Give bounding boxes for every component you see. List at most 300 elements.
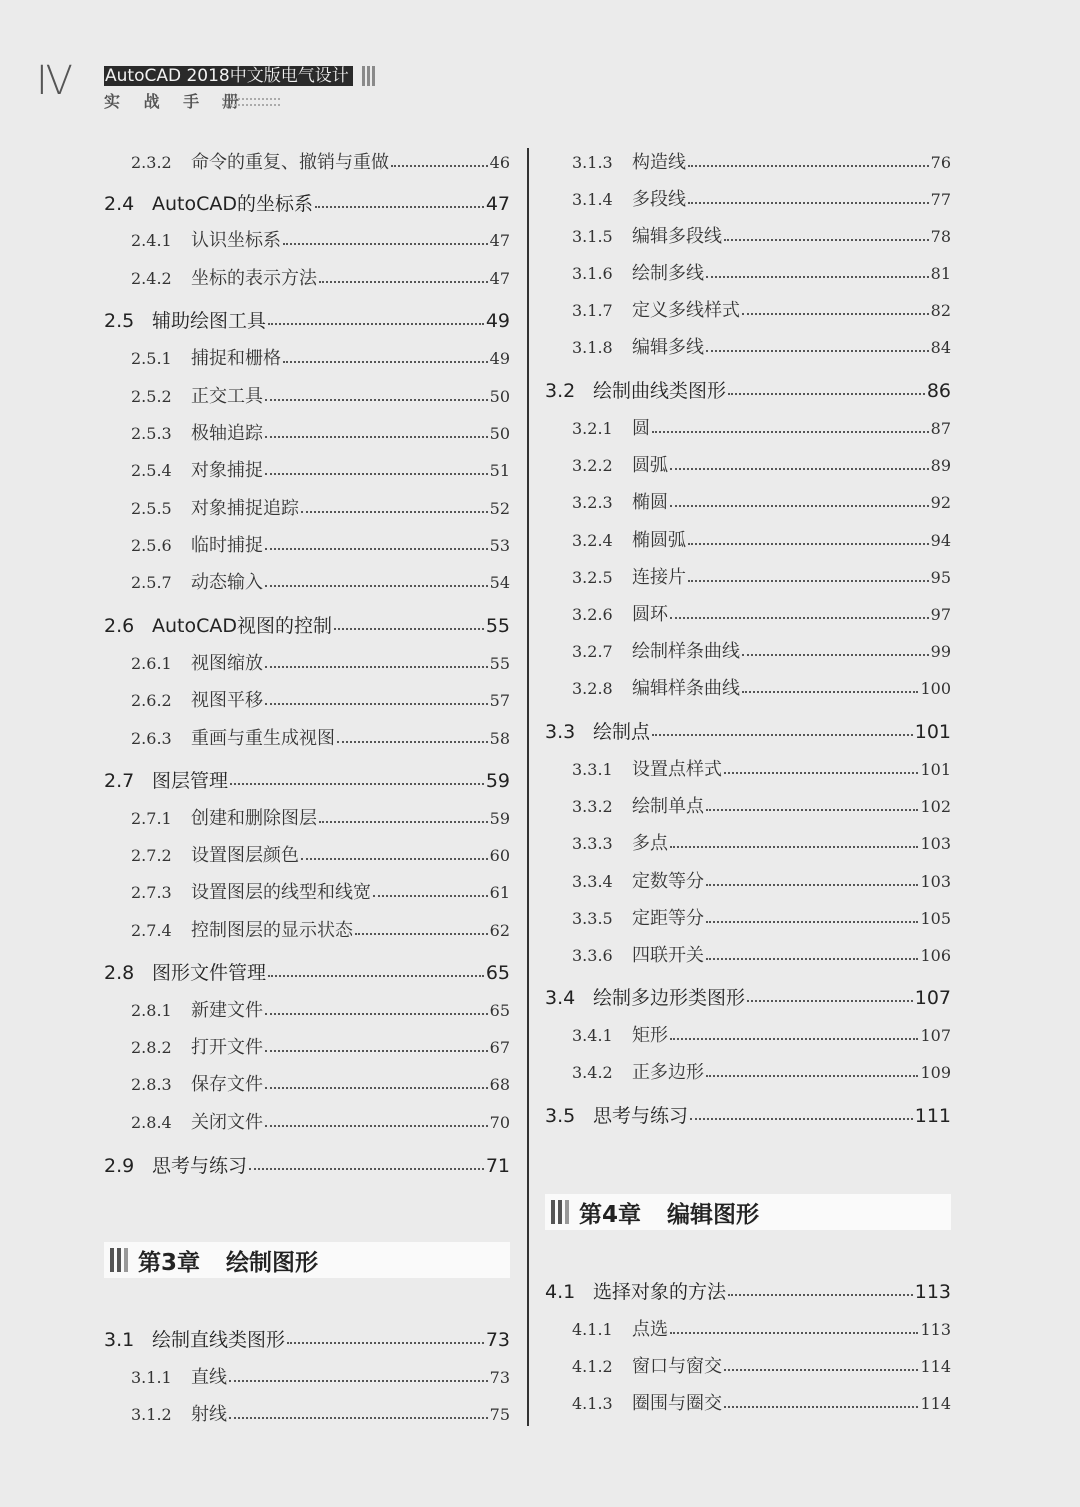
toc-subsection-entry[interactable]	[545, 1021, 951, 1047]
toc-dot-leader	[249, 1167, 484, 1170]
toc-dot-leader	[706, 275, 929, 278]
toc-entry-page: 84	[930, 338, 951, 357]
toc-entry-title: 绘制曲线类图形	[593, 380, 727, 402]
toc-entry-page: 49	[489, 349, 510, 368]
toc-entry-number: 3.2.2	[572, 456, 613, 475]
toc-entry-title: 设置图层的线型和线宽	[191, 882, 371, 903]
toc-subsection-entry[interactable]	[104, 1363, 510, 1389]
chapter-number: 第3章	[138, 1249, 201, 1276]
toc-entry-title: 极轴追踪	[191, 423, 263, 444]
toc-entry-number: 2.7.2	[131, 846, 172, 865]
toc-entry-number: 4.1	[545, 1281, 576, 1303]
toc-dot-leader	[268, 974, 484, 977]
toc-entry-title: 点选	[632, 1319, 668, 1340]
toc-subsection-entry[interactable]	[545, 637, 951, 663]
toc-subsection-entry[interactable]	[545, 792, 951, 818]
toc-subsection-entry[interactable]	[545, 904, 951, 930]
toc-subsection-entry[interactable]	[545, 941, 951, 967]
toc-entry-title: 构造线	[632, 152, 686, 173]
toc-entry-number: 2.6	[104, 615, 135, 637]
toc-subsection-entry[interactable]	[545, 755, 951, 781]
toc-dot-leader	[706, 349, 929, 352]
toc-entry-page: 58	[489, 729, 510, 748]
toc-subsection-entry[interactable]	[104, 1033, 510, 1059]
book-subtitle: 实 战 手 册	[104, 92, 248, 111]
book-title: AutoCAD 2018中文版电气设计	[104, 66, 353, 86]
toc-entry-page: 70	[489, 1113, 510, 1132]
toc-dot-leader	[287, 1341, 484, 1344]
toc-subsection-entry[interactable]	[545, 867, 951, 893]
toc-dot-leader	[229, 1416, 488, 1419]
toc-entry-title: 窗口与窗交	[632, 1356, 722, 1377]
toc-subsection-entry[interactable]	[104, 686, 510, 712]
toc-entry-page: 77	[930, 190, 951, 209]
toc-entry-title: 创建和删除图层	[191, 808, 317, 829]
toc-entry-title: 设置点样式	[632, 759, 722, 780]
toc-entry-number: 3.3.5	[572, 909, 613, 928]
toc-entry-page: 114	[920, 1394, 951, 1413]
toc-section-entry[interactable]	[104, 306, 510, 333]
toc-entry-page: 99	[930, 642, 951, 661]
toc-entry-number: 4.1.2	[572, 1357, 613, 1376]
toc-entry-number: 3.4.2	[572, 1063, 613, 1082]
toc-entry-number: 3.1.5	[572, 227, 613, 246]
toc-entry-number: 2.8.2	[131, 1038, 172, 1057]
toc-entry-title: 对象捕捉	[191, 460, 263, 481]
toc-entry-number: 3.2.5	[572, 568, 613, 587]
toc-dot-leader	[728, 392, 925, 395]
toc-entry-number: 2.8.4	[131, 1113, 172, 1132]
toc-subsection-entry[interactable]	[104, 1070, 510, 1096]
toc-dot-leader	[724, 771, 918, 774]
toc-entry-page: 94	[930, 531, 951, 550]
toc-entry-page: 51	[489, 461, 510, 480]
toc-entry-title: 多点	[632, 833, 668, 854]
toc-entry-title: 绘制点	[593, 721, 651, 743]
toc-dot-leader	[265, 547, 488, 550]
toc-entry-page: 113	[914, 1281, 951, 1303]
toc-entry-number: 3.2.3	[572, 493, 613, 512]
chapter-bars-icon	[110, 1248, 128, 1272]
chapter-title: 编辑图形	[667, 1201, 760, 1228]
toc-entry-page: 62	[489, 921, 510, 940]
toc-entry-number: 3.2.4	[572, 531, 613, 550]
toc-entry-number: 3.4	[545, 987, 576, 1009]
chapter-heading	[104, 1242, 510, 1278]
toc-dot-leader	[265, 472, 488, 475]
toc-entry-title: 坐标的表示方法	[191, 268, 317, 289]
toc-section-entry[interactable]	[104, 1151, 510, 1178]
toc-entry-title: 绘制直线类图形	[152, 1329, 286, 1351]
toc-entry-page: 54	[489, 573, 510, 592]
toc-entry-page: 82	[930, 301, 951, 320]
toc-subsection-entry[interactable]	[545, 600, 951, 626]
toc-entry-title: AutoCAD视图的控制	[152, 615, 333, 637]
toc-entry-number: 3.1.7	[572, 301, 613, 320]
toc-entry-number: 3.5	[545, 1105, 576, 1127]
toc-entry-page: 92	[930, 493, 951, 512]
toc-entry-number: 2.6.3	[131, 729, 172, 748]
toc-entry-number: 2.3.2	[131, 153, 172, 172]
toc-entry-title: 椭圆	[632, 492, 668, 513]
toc-entry-page: 78	[930, 227, 951, 246]
toc-entry-title: 四联开关	[632, 945, 704, 966]
toc-entry-page: 71	[485, 1155, 510, 1177]
toc-section-entry[interactable]	[104, 1325, 510, 1352]
toc-entry-number: 3.2	[545, 380, 576, 402]
toc-entry-page: 52	[489, 499, 510, 518]
toc-entry-page: 75	[489, 1405, 510, 1424]
toc-entry-page: 57	[489, 691, 510, 710]
toc-entry-title: 多段线	[632, 189, 686, 210]
toc-entry-number: 2.9	[104, 1155, 135, 1177]
toc-entry-page: 67	[489, 1038, 510, 1057]
toc-entry-page: 102	[920, 797, 951, 816]
toc-entry-number: 2.6.2	[131, 691, 172, 710]
toc-entry-page: 95	[930, 568, 951, 587]
toc-subsection-entry[interactable]	[545, 185, 951, 211]
toc-subsection-entry[interactable]	[545, 296, 951, 322]
toc-entry-page: 47	[489, 269, 510, 288]
toc-entry-page: 107	[914, 987, 951, 1009]
toc-entry-number: 3.2.1	[572, 419, 613, 438]
toc-entry-number: 3.2.8	[572, 679, 613, 698]
toc-section-entry[interactable]	[104, 189, 510, 216]
toc-entry-title: 连接片	[632, 567, 686, 588]
toc-entry-number: 3.2.7	[572, 642, 613, 661]
toc-dot-leader	[265, 584, 488, 587]
toc-entry-title: AutoCAD的坐标系	[152, 193, 314, 215]
toc-entry-page: 61	[489, 883, 510, 902]
chapter-heading	[545, 1194, 951, 1230]
toc-entry-page: 107	[920, 1026, 951, 1045]
toc-entry-number: 2.6.1	[131, 654, 172, 673]
toc-subsection-entry[interactable]	[104, 916, 510, 942]
toc-subsection-entry[interactable]	[545, 563, 951, 589]
toc-entry-page: 111	[914, 1105, 951, 1127]
toc-dot-leader	[706, 920, 918, 923]
toc-dot-leader	[265, 1012, 488, 1015]
toc-dot-leader	[706, 957, 918, 960]
toc-entry-title: 绘制单点	[632, 796, 704, 817]
toc-entry-title: 控制图层的显示状态	[191, 920, 353, 941]
toc-entry-title: 绘制样条曲线	[632, 641, 740, 662]
toc-entry-page: 73	[489, 1368, 510, 1387]
toc-subsection-entry[interactable]	[545, 414, 951, 440]
toc-entry-page: 103	[920, 834, 951, 853]
toc-dot-leader	[728, 1293, 913, 1296]
toc-dot-leader	[319, 820, 488, 823]
toc-dot-leader	[742, 690, 918, 693]
toc-dot-leader	[724, 238, 929, 241]
toc-entry-number: 2.7.4	[131, 921, 172, 940]
toc-subsection-entry[interactable]	[545, 222, 951, 248]
toc-subsection-entry[interactable]	[104, 649, 510, 675]
toc-entry-title: 射线	[191, 1404, 227, 1425]
toc-subsection-entry[interactable]	[104, 568, 510, 594]
toc-dot-leader	[283, 360, 488, 363]
toc-entry-title: 图层管理	[152, 770, 229, 792]
toc-entry-number: 2.8	[104, 962, 135, 984]
toc-subsection-entry[interactable]	[104, 878, 510, 904]
toc-dot-leader	[742, 653, 929, 656]
toc-entry-number: 2.4.2	[131, 269, 172, 288]
toc-entry-title: 重画与重生成视图	[191, 728, 335, 749]
toc-entry-number: 2.5	[104, 310, 135, 332]
toc-dot-leader	[688, 164, 929, 167]
toc-dot-leader	[688, 579, 929, 582]
toc-entry-number: 2.5.5	[131, 499, 172, 518]
toc-dot-leader	[706, 883, 918, 886]
toc-entry-title: 定数等分	[632, 871, 704, 892]
toc-dot-leader	[652, 430, 929, 433]
toc-subsection-entry[interactable]	[104, 724, 510, 750]
toc-entry-number: 3.1.2	[131, 1405, 172, 1424]
toc-entry-number: 3.1.6	[572, 264, 613, 283]
toc-section-entry[interactable]	[104, 611, 510, 638]
page-number-roman: Ⅳ	[36, 58, 71, 104]
toc-subsection-entry[interactable]	[104, 841, 510, 867]
toc-section-entry[interactable]	[545, 717, 951, 744]
toc-dot-leader	[334, 627, 484, 630]
toc-entry-number: 4.1.1	[572, 1320, 613, 1339]
toc-subsection-entry[interactable]	[104, 804, 510, 830]
toc-entry-page: 87	[930, 419, 951, 438]
toc-subsection-entry[interactable]	[545, 451, 951, 477]
toc-entry-page: 109	[920, 1063, 951, 1082]
toc-entry-page: 101	[914, 721, 951, 743]
toc-entry-number: 3.1	[104, 1329, 135, 1351]
toc-entry-number: 2.5.3	[131, 424, 172, 443]
toc-entry-title: 认识坐标系	[191, 230, 281, 251]
toc-entry-title: 绘制多边形类图形	[593, 987, 746, 1009]
toc-dot-leader	[373, 894, 488, 897]
toc-dot-leader	[337, 740, 488, 743]
toc-entry-title: 视图缩放	[191, 653, 263, 674]
toc-entry-number: 2.4	[104, 193, 135, 215]
toc-subsection-entry[interactable]	[545, 674, 951, 700]
toc-dot-leader	[688, 201, 929, 204]
toc-entry-page: 114	[920, 1357, 951, 1376]
toc-entry-number: 2.7	[104, 770, 135, 792]
toc-subsection-entry[interactable]	[104, 382, 510, 408]
toc-dot-leader	[724, 1405, 918, 1408]
toc-dot-leader	[268, 322, 484, 325]
header-dotted-decoration	[222, 98, 280, 106]
toc-dot-leader	[265, 1124, 488, 1127]
toc-dot-leader	[265, 702, 488, 705]
toc-subsection-entry[interactable]	[545, 829, 951, 855]
toc-entry-title: 选择对象的方法	[593, 1281, 727, 1303]
toc-dot-leader	[670, 504, 929, 507]
title-bars-decoration	[362, 66, 375, 86]
toc-entry-title: 正交工具	[191, 386, 263, 407]
toc-entry-title: 圈围与圈交	[632, 1393, 722, 1414]
toc-entry-number: 2.5.4	[131, 461, 172, 480]
toc-entry-title: 命令的重复、撤销与重做	[191, 152, 389, 173]
toc-dot-leader	[670, 1331, 918, 1334]
toc-dot-leader	[265, 1049, 488, 1052]
toc-subsection-entry[interactable]	[104, 531, 510, 557]
toc-entry-page: 47	[485, 193, 510, 215]
toc-subsection-entry[interactable]	[104, 494, 510, 520]
toc-entry-number: 3.3.4	[572, 872, 613, 891]
toc-entry-number: 4.1.3	[572, 1394, 613, 1413]
toc-entry-page: 65	[485, 962, 510, 984]
toc-entry-page: 68	[489, 1075, 510, 1094]
toc-entry-page: 105	[920, 909, 951, 928]
toc-dot-leader	[706, 1074, 918, 1077]
toc-entry-title: 捕捉和栅格	[191, 348, 281, 369]
toc-dot-leader	[265, 1086, 488, 1089]
toc-entry-number: 3.3.3	[572, 834, 613, 853]
toc-entry-title: 编辑多段线	[632, 226, 722, 247]
toc-dot-leader	[301, 857, 488, 860]
toc-subsection-entry[interactable]	[545, 1389, 951, 1415]
toc-section-entry[interactable]	[104, 766, 510, 793]
toc-entry-page: 86	[926, 380, 951, 402]
toc-entry-page: 59	[485, 770, 510, 792]
toc-entry-number: 3.1.4	[572, 190, 613, 209]
chapter-bars-icon	[551, 1200, 569, 1224]
toc-entry-title: 绘制多线	[632, 263, 704, 284]
toc-entry-number: 3.3.2	[572, 797, 613, 816]
toc-subsection-entry[interactable]	[545, 1315, 951, 1341]
toc-entry-page: 113	[920, 1320, 951, 1339]
toc-entry-page: 76	[930, 153, 951, 172]
toc-entry-page: 59	[489, 809, 510, 828]
toc-dot-leader	[283, 242, 488, 245]
toc-entry-title: 对象捕捉追踪	[191, 498, 299, 519]
toc-entry-title: 辅助绘图工具	[152, 310, 267, 332]
toc-subsection-entry[interactable]	[104, 264, 510, 290]
toc-entry-page: 50	[489, 424, 510, 443]
toc-entry-page: 103	[920, 872, 951, 891]
toc-entry-page: 101	[920, 760, 951, 779]
toc-entry-page: 81	[930, 264, 951, 283]
toc-subsection-entry[interactable]	[104, 1400, 510, 1426]
toc-entry-page: 100	[920, 679, 951, 698]
toc-section-entry[interactable]	[545, 1277, 951, 1304]
chapter-title: 绘制图形	[226, 1249, 319, 1276]
toc-entry-number: 2.5.2	[131, 387, 172, 406]
toc-dot-leader	[688, 542, 929, 545]
toc-dot-leader	[652, 733, 913, 736]
toc-subsection-entry[interactable]	[104, 148, 510, 174]
toc-subsection-entry[interactable]	[104, 1108, 510, 1134]
toc-entry-title: 保存文件	[191, 1074, 263, 1095]
toc-subsection-entry[interactable]	[104, 456, 510, 482]
toc-subsection-entry[interactable]	[545, 488, 951, 514]
toc-dot-leader	[670, 467, 929, 470]
toc-entry-number: 3.2.6	[572, 605, 613, 624]
toc-entry-title: 编辑样条曲线	[632, 678, 740, 699]
toc-dot-leader	[670, 616, 929, 619]
toc-entry-number: 2.4.1	[131, 231, 172, 250]
toc-dot-leader	[265, 435, 488, 438]
toc-subsection-entry[interactable]	[104, 419, 510, 445]
toc-entry-number: 2.8.1	[131, 1001, 172, 1020]
toc-section-entry[interactable]	[545, 376, 951, 403]
toc-entry-title: 视图平移	[191, 690, 263, 711]
toc-dot-leader	[724, 1368, 918, 1371]
toc-subsection-entry[interactable]	[545, 148, 951, 174]
toc-entry-page: 97	[930, 605, 951, 624]
toc-section-entry[interactable]	[545, 983, 951, 1010]
toc-entry-title: 设置图层颜色	[191, 845, 299, 866]
toc-dot-leader	[229, 1379, 488, 1382]
toc-entry-page: 50	[489, 387, 510, 406]
toc-subsection-entry[interactable]	[545, 1058, 951, 1084]
toc-entry-number: 2.5.6	[131, 536, 172, 555]
toc-entry-page: 60	[489, 846, 510, 865]
toc-entry-page: 106	[920, 946, 951, 965]
toc-dot-leader	[355, 932, 488, 935]
toc-entry-title: 圆	[632, 418, 650, 439]
toc-subsection-entry[interactable]	[545, 1352, 951, 1378]
toc-entry-page: 89	[930, 456, 951, 475]
toc-section-entry[interactable]	[545, 1101, 951, 1128]
toc-subsection-entry[interactable]	[545, 526, 951, 552]
toc-subsection-entry[interactable]	[104, 344, 510, 370]
column-divider	[527, 148, 529, 1426]
toc-subsection-entry[interactable]	[545, 333, 951, 359]
toc-entry-number: 3.4.1	[572, 1026, 613, 1045]
toc-dot-leader	[230, 782, 484, 785]
toc-entry-title: 定义多线样式	[632, 300, 740, 321]
toc-entry-title: 临时捕捉	[191, 535, 263, 556]
toc-entry-title: 圆弧	[632, 455, 668, 476]
toc-entry-number: 3.1.8	[572, 338, 613, 357]
toc-entry-title: 思考与练习	[152, 1155, 248, 1177]
toc-entry-title: 正多边形	[632, 1062, 704, 1083]
toc-section-entry[interactable]	[104, 958, 510, 985]
toc-entry-page: 49	[485, 310, 510, 332]
toc-dot-leader	[301, 510, 488, 513]
toc-entry-page: 65	[489, 1001, 510, 1020]
toc-dot-leader	[319, 280, 488, 283]
toc-entry-number: 2.5.1	[131, 349, 172, 368]
toc-entry-number: 3.3	[545, 721, 576, 743]
toc-entry-number: 3.1.3	[572, 153, 613, 172]
toc-entry-title: 圆环	[632, 604, 668, 625]
toc-subsection-entry[interactable]	[104, 226, 510, 252]
toc-entry-title: 思考与练习	[593, 1105, 689, 1127]
toc-entry-title: 动态输入	[191, 572, 263, 593]
toc-entry-title: 新建文件	[191, 1000, 263, 1021]
toc-entry-number: 2.7.3	[131, 883, 172, 902]
toc-subsection-entry[interactable]	[104, 996, 510, 1022]
toc-entry-number: 2.8.3	[131, 1075, 172, 1094]
toc-dot-leader	[391, 164, 488, 167]
toc-entry-title: 打开文件	[191, 1037, 263, 1058]
toc-entry-page: 73	[485, 1329, 510, 1351]
toc-entry-number: 3.1.1	[131, 1368, 172, 1387]
toc-entry-page: 53	[489, 536, 510, 555]
toc-dot-leader	[690, 1117, 913, 1120]
toc-dot-leader	[315, 205, 484, 208]
toc-entry-number: 2.5.7	[131, 573, 172, 592]
toc-dot-leader	[747, 999, 913, 1002]
toc-entry-title: 矩形	[632, 1025, 668, 1046]
toc-entry-title: 关闭文件	[191, 1112, 263, 1133]
toc-entry-number: 3.3.6	[572, 946, 613, 965]
toc-entry-page: 55	[489, 654, 510, 673]
toc-dot-leader	[265, 398, 488, 401]
toc-entry-title: 编辑多线	[632, 337, 704, 358]
toc-subsection-entry[interactable]	[545, 259, 951, 285]
toc-dot-leader	[706, 808, 918, 811]
